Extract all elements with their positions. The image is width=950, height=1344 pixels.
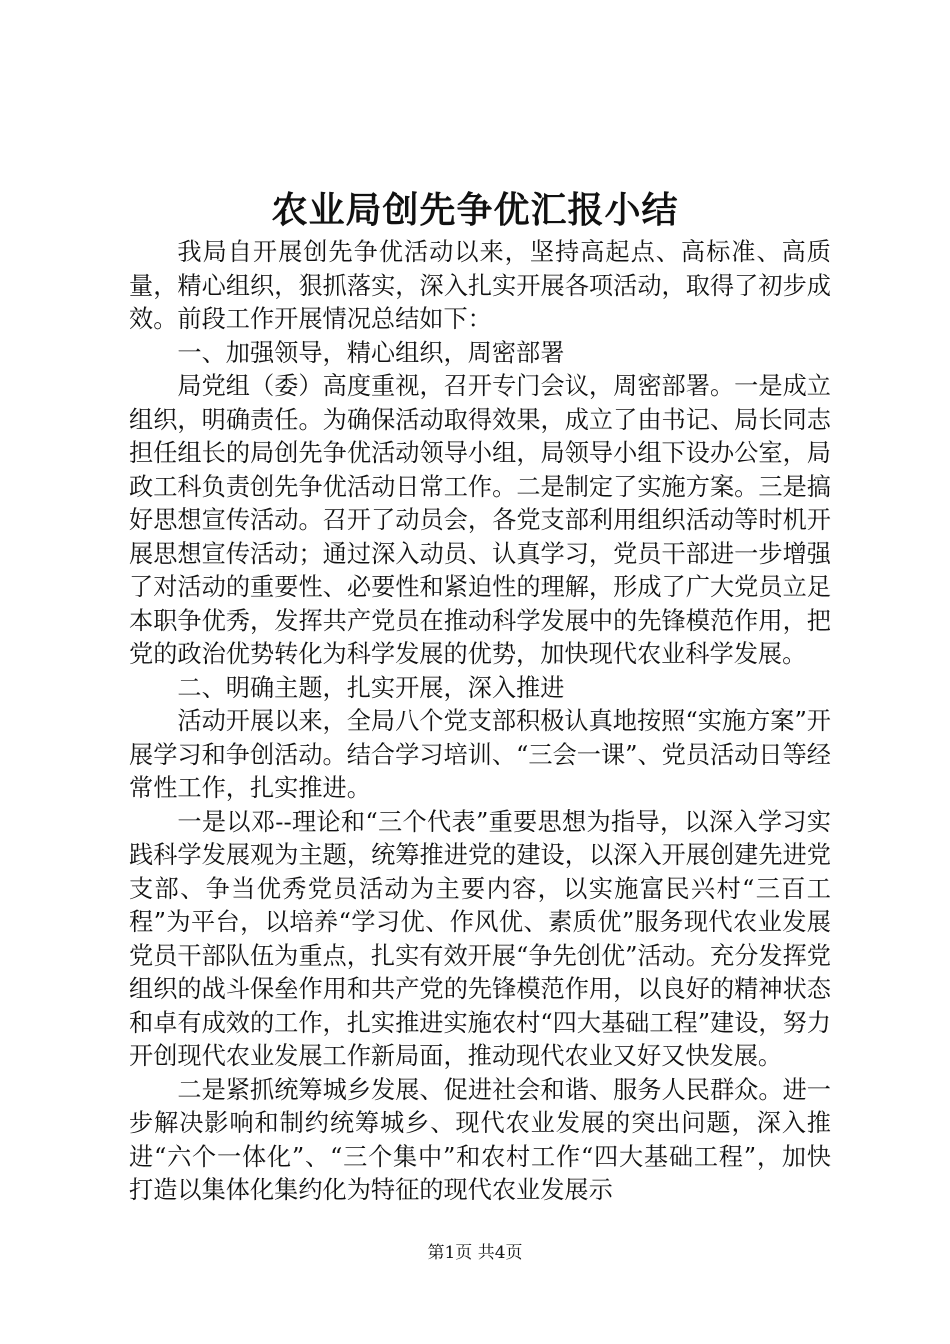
document-body xyxy=(129,236,831,1208)
section-heading-2: 二、明确主题，扎实开展，深入推进 xyxy=(177,673,565,702)
section-2-paragraph: 活动开展以来，全局八个党支部积极认真地按照“实施方案”开展学习和争创活动。结合学习培训、“三会一课”、党员活动日等经常性工作，扎实推进。 xyxy=(129,707,831,802)
intro-paragraph: 我局自开展创先争优活动以来，坚持高起点、高标准、高质量，精心组织，狠抓落实，深入扎实开展各项活动，取得了初步成效。前段工作开展情况总结如下： xyxy=(129,238,831,333)
section-1-paragraph: 局党组（委）高度重视，召开专门会议，周密部署。一是成立组织，明确责任。为确保活动取得效果，成立了由书记、局长同志担任组长的局创先争优活动领导小组，局领导小组下设办公室，局政工科负责创先争优活动日常工作。二是制定了实施方案。三是搞好思想宣传活动。召开了动员会，各党支部利用组织活动等时机开展思想宣传活动；通过深入动员、认真学习，党员干部进一步增强了对活动的重要性、必要性和紧迫性的理解，形成了广大党员立足本职争优秀，发挥共产党员在推动科学发展中的先锋模范作用，把党的政治优势转化为科学发展的优势，加快现代农业科学发展。 xyxy=(129,372,831,668)
point-2-paragraph: 二是紧抓统筹城乡发展、促进社会和谐、服务人民群众。进一步解决影响和制约统筹城乡、现代农业发展的突出问题，深入推进“六个一体化”、“三个集中”和农村工作“四大基础工程”，加快打造以集体化集约化为特征的现代农业发展示 xyxy=(129,1075,831,1204)
document-title: 农业局创先争优汇报小结 xyxy=(271,189,679,231)
point-1-paragraph: 一是以邓--理论和“三个代表”重要思想为指导，以深入学习实践科学发展观为主题，统筹推进党的建设，以深入开展创建先进党支部、争当优秀党员活动为主要内容，以实施富民兴村“三百工程”为平台，以培养“学习优、作风优、素质优”服务现代农业发展党员干部队伍为重点，扎实有效开展“争先创优”活动。充分发挥党组织的战斗保垒作用和共产党的先锋模范作用，以良好的精神状态和卓有成效的工作，扎实推进实施农村“四大基础工程”建设，努力开创现代农业发展工作新局面，推动现代农业又好又快发展。 xyxy=(129,807,831,1070)
page-number-footer: 第1页 共4页 xyxy=(427,1243,523,1263)
section-heading-1: 一、加强领导，精心组织，周密部署 xyxy=(177,338,565,367)
